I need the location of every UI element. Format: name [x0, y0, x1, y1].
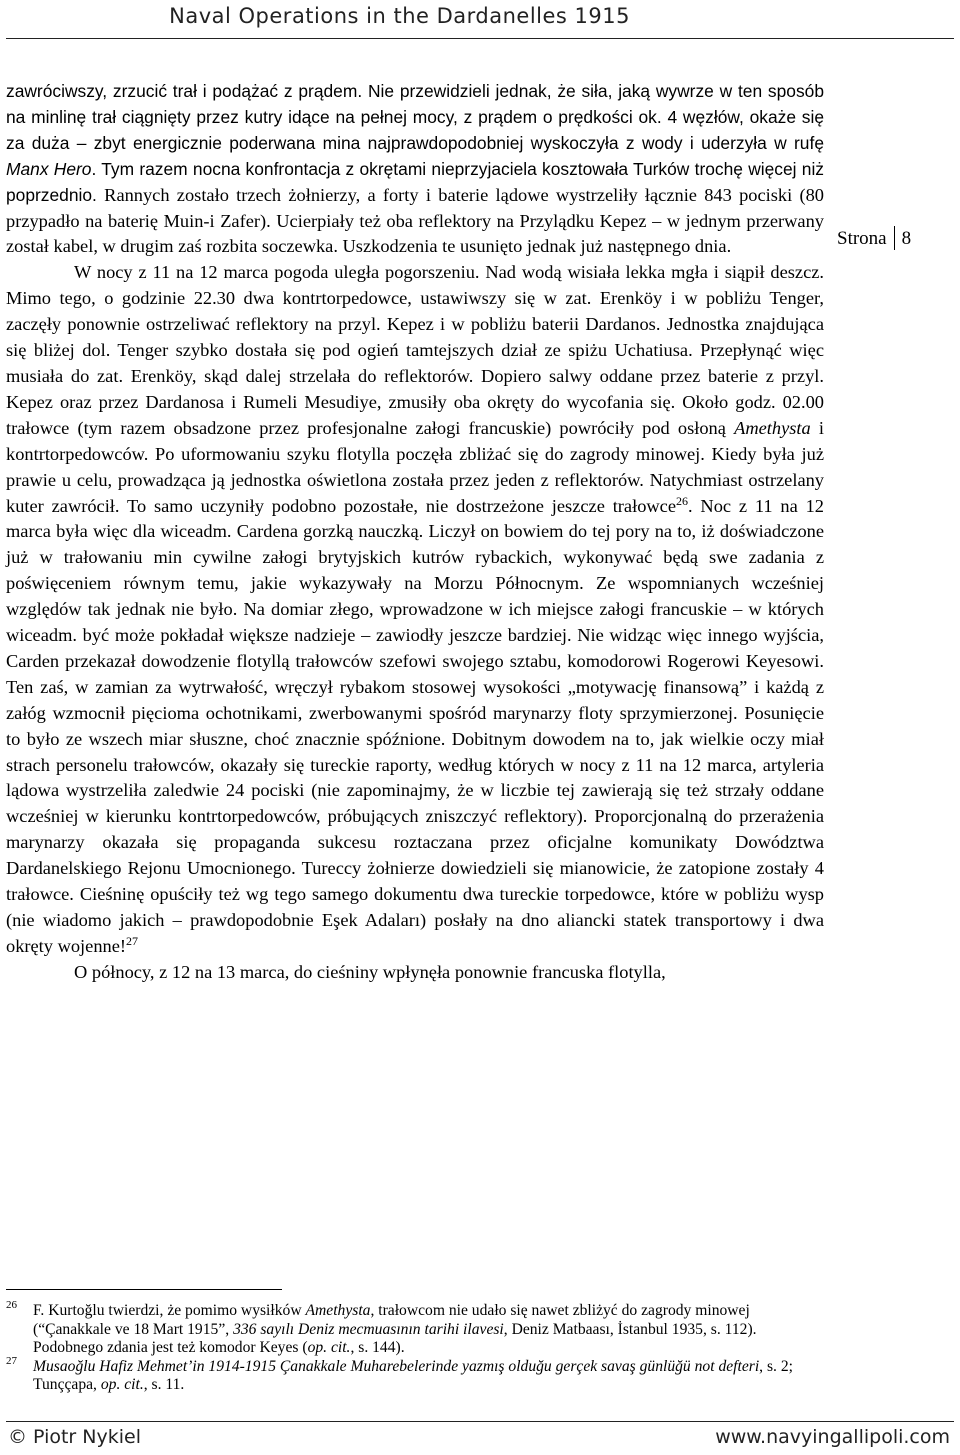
page-number-label — [837, 226, 911, 250]
running-header-title: Naval Operations in the Dardanelles 1915 — [169, 4, 630, 28]
footnote-26 — [6, 1299, 796, 1358]
footnote-27-text-a: , s. 2; Tunççapa, — [33, 1357, 793, 1393]
ship-name-manx-hero: Manx Hero — [6, 158, 92, 179]
paragraph-1 — [6, 79, 824, 260]
ship-name-amethysta: Amethysta — [734, 417, 811, 438]
footnote-26-title: 336 sayılı Deniz mecmuasının tarihi ilavesi — [233, 1320, 504, 1338]
footnote-26-text-d: , s. 144). — [350, 1339, 405, 1356]
paragraph-2-text-a: W nocy z 11 na 12 marca pogoda uległa pogorszeniu. Nad wodą wisiała lekka mgła i siąpił deszcz. Mimo tego, o godzinie 22.30 dwa kontrtorpedowce, ustawiwszy się w zat. Erenköy i w pobliżu Tenger, zaczęły ponownie ostrzeliwać reflektory na przyl. Kepez i w pobliżu baterii Dardanos. Jednostka znajdująca się bliżej dol. Tenger szybko dostała się pod ogień tamtejszych dział ze spiżu Uchatiusa. Przepłynąć więc musiała do zat. Erenköy, skąd dalej strzelała do reflektorów. Dopiero salwy oddane przez baterie z przyl. Kepez oraz przez Dardanosa i Rumeli Mesudiye, zmusiły oba okręty do wycofania się. Około godz. 02.00 trałowce (tym razem obsadzone przez profesjonalne załogi francuskie) powróciły pod osłoną — [6, 262, 824, 438]
footer-copyright: © Piotr Nykiel — [8, 1426, 141, 1448]
page-label-word: Strona — [837, 228, 887, 249]
page-label-separator — [894, 226, 895, 250]
footnote-27-title: 1914-1915 Çanakkale Muharebelerinde yazmış olduğu gerçek savaş günlüğü not defteri — [208, 1357, 760, 1375]
paragraph-1-text-c: Rannych zostało trzech żołnierzy, a forty i baterie lądowe wystrzeliły łącznie 843 pociski (80 przypadło na baterię Muin-i Zafer). Ucierpiały też oba reflektory na Przylądku Kepez – w jednym przerwany został kabel, w drugim zaś rozbita soczewka. Uszkodzenia te usunięto jednak już następnego dnia. — [6, 184, 824, 257]
footnote-26-text-c: , Deniz Matbaası, İstanbul 1935, s. 112). Podobnego zdania jest też komodor Keyes ( — [33, 1320, 757, 1356]
footnote-27 — [6, 1354, 796, 1395]
footnote-26-text-a: F. Kurtoğlu twierdzi, że pomimo wysiłków — [33, 1302, 302, 1319]
footnote-26-ship: Amethysta — [305, 1302, 371, 1319]
footnotes — [6, 1299, 796, 1395]
footnote-ref-27[interactable]: 27 — [126, 933, 139, 948]
main-text — [6, 79, 824, 986]
header-divider — [6, 38, 954, 39]
footnote-number: 27 — [6, 1354, 17, 1367]
paragraph-2-text-b: i kontrtorpedowców. Po uformowaniu szyku flotylla poczęła zbliżać się do zagrody minowej. Kiedy była już prawie u celu, prowadząca ją jednostka oświetlona została przez jeden z reflektorów. Natychmiast ostrzelany kuter zawrócił. To samo uczyniły podobno pozostałe, nie dostrzeżone jeszcze trałowce — [6, 417, 824, 516]
footnote-27-opcit: op. cit. — [100, 1376, 144, 1393]
paragraph-1-text-b: . Tym razem nocna konfrontacja z okrętami nieprzyjaciela kosztowała Turków trochę więcej niż poprzednio. — [6, 158, 824, 205]
page-number: 8 — [901, 228, 912, 249]
paragraph-3: O północy, z 12 na 13 marca, do cieśniny wpłynęła ponownie francuska flotylla, — [74, 961, 666, 982]
footer-divider — [6, 1421, 954, 1422]
footer-website-link[interactable]: www.navyingallipoli.com — [715, 1426, 950, 1448]
paragraph-2-text-c: . Noc z 11 na 12 marca była więc dla wiceadm. Cardena gorzką nauczką. Liczył on bowiem do tej pory na to, iż doświadczone już w trałowaniu min cywilne załogi brytyjskich kutrów rybackich, wykonywać będą swe zadania z poświęceniem równym temu, jakie wykazywały na Morzu Północnym. Ze wspomnianych wcześniej względów tak jednak nie było. Na domiar złego, wprowadzone w ich miejsce załogi francuskie – w których wiceadm. być może pokładał większe nadzieje – zawiodły jeszcze bardziej. Nie widząc więc innego wyjścia, Carden przekazał dowodzenie flotyllą trałowców szefowi swojego sztabu, komodorowi Rogerowi Keyesowi. Ten zaś, w zamian za wytrwałość, wręczył rybakom stosowej wysokości „motywację finansową” i każdą z załóg wzmocnił pięcioma ochotnikami, zwerbowanymi spośród marynarzy floty sprzymierzonej. Posunięcie to było ze wszech miar słuszne, choć znacznie spóźnione. Dobitnym dowodem na to, jak wielkie oczy miał strach personelu trałowców, okazały się tureckie raporty, według których w nocy z 11 na 12 marca, artyleria lądowa wystrzeliła zaledwie 24 pociski (nie zapominajmy, że w liczbie tej zawierają się też strzały oddane wcześniej w kierunku kontrtorpedowców, próbujących zniszczyć reflektory). Proporcjonalną do przerażenia marynarzy okazała się propaganda sukcesu roztaczana przez oficjalne komunikaty Dowództwa Dardanelskiego Rejonu Umocnionego. Tureccy żołnierze dowiedzieli się mianowicie, że zatopione zostały 4 trałowce. Cieśninę opuściły też wg tego samego dokumentu dwa tureckie torpedowce, które w pobliżu wysp (nie wiadomo jakich – prawdopodobnie Eşek Adaları) posłały na dno aliancki statek transportowy i dwa okręty wojenne! — [6, 495, 824, 956]
footnote-26-opcit: op. cit. — [307, 1339, 351, 1356]
footnote-number: 26 — [6, 1299, 17, 1311]
footnote-ref-26[interactable]: 26 — [676, 493, 688, 508]
paragraph-1-text-a: zawróciwszy, zrzucić trał i podążać z prądem. Nie przewidzieli jednak, że siła, jaką wywrze w ten sposób na minlinę trał ciągnięty przez kutry idące na pełnej mocy, z prądem o prędkości ok. 4 węzłów, okaże się za duża – zbyt energicznie poderwana mina najprawdopodobniej wyskoczyła z wody i uderzyła w rufę — [6, 81, 824, 153]
footnote-27-author: Musaoğlu Hafiz Mehmet’in — [33, 1357, 205, 1375]
footnote-27-text-b: , s. 11. — [143, 1376, 185, 1393]
paragraph-2 — [6, 260, 824, 959]
footnote-26-text-b: , trałowcom nie udało się nawet zbliżyć do zagrody minowej (“Çanakkale ve 18 Mart 1915”, — [33, 1302, 750, 1338]
footnote-divider — [6, 1289, 282, 1290]
